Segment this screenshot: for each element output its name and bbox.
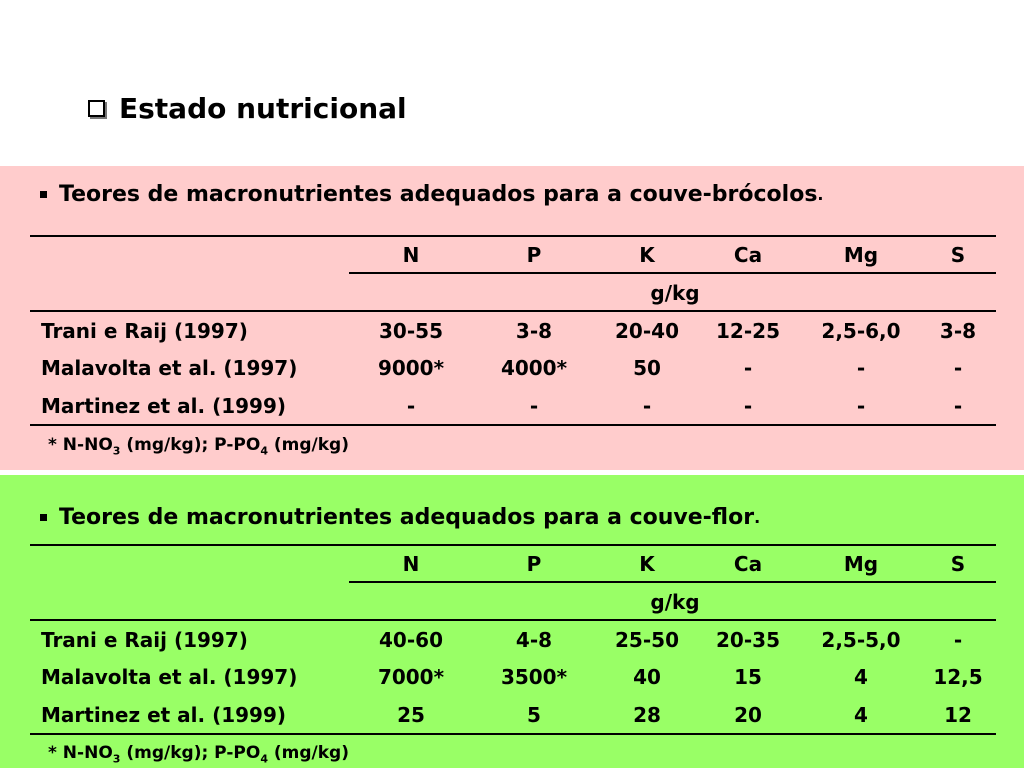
- footnote-sub: 3: [112, 752, 121, 766]
- column-header-p: P: [526, 552, 542, 576]
- table-cell: -: [743, 356, 753, 380]
- table-cell: 40: [633, 665, 661, 689]
- row-source: Trani e Raij (1997): [41, 319, 248, 343]
- square-bullet-icon: [40, 514, 47, 521]
- table-rule: [30, 733, 996, 735]
- table-cell: 28: [633, 703, 661, 727]
- table-cell: -: [953, 356, 963, 380]
- table-cell: 4: [854, 665, 868, 689]
- footnote-part: * N-NO: [48, 743, 113, 763]
- table-rule: [30, 235, 996, 237]
- table-cell: 12: [944, 703, 972, 727]
- column-header-mg: Mg: [843, 243, 879, 267]
- table-cell: 3500*: [500, 665, 568, 689]
- table-caption: [40, 505, 760, 530]
- table-cell: 25-50: [615, 628, 679, 652]
- table-cell: 20-40: [615, 319, 679, 343]
- row-source: Trani e Raij (1997): [41, 628, 248, 652]
- table-cell: 20: [734, 703, 762, 727]
- table-rule: [349, 272, 996, 274]
- unit-label: g/kg: [650, 281, 700, 305]
- footnote-part: (mg/kg); P-PO: [120, 743, 261, 763]
- column-header-ca: Ca: [733, 243, 763, 267]
- table-cell: 3-8: [939, 319, 977, 343]
- column-header-n: N: [402, 243, 420, 267]
- table-cell: -: [642, 394, 652, 418]
- slide-title: [88, 92, 407, 125]
- table-caption-text: Teores de macronutrientes adequados para a couve-brócolos: [59, 182, 818, 207]
- table-cell: 7000*: [377, 665, 445, 689]
- checkbox-bullet-icon: [88, 100, 105, 117]
- table-caption-punct: .: [754, 508, 761, 527]
- table-cell: 25: [397, 703, 425, 727]
- row-source: Malavolta et al. (1997): [41, 356, 298, 380]
- unit-label: g/kg: [650, 590, 700, 614]
- table-cell: -: [529, 394, 539, 418]
- column-header-k: K: [639, 243, 655, 267]
- table-rule: [30, 619, 996, 621]
- table-cell: 50: [633, 356, 661, 380]
- table-cell: 15: [734, 665, 762, 689]
- table-cell: 12,5: [933, 665, 983, 689]
- table-cell: 30-55: [379, 319, 443, 343]
- row-source: Martinez et al. (1999): [41, 703, 287, 727]
- table-cell: 5: [527, 703, 541, 727]
- table-caption-punct: .: [817, 185, 824, 204]
- column-header-mg: Mg: [843, 552, 879, 576]
- table-rule: [30, 424, 996, 426]
- table-cell: -: [406, 394, 416, 418]
- footnote-part: (mg/kg); P-PO: [120, 435, 261, 455]
- slide-title-text: Estado nutricional: [119, 92, 407, 125]
- table-cell: 4: [854, 703, 868, 727]
- table-cell: 4000*: [500, 356, 568, 380]
- table-cell: 2,5-6,0: [821, 319, 901, 343]
- table-cell: 40-60: [379, 628, 443, 652]
- row-source: Martinez et al. (1999): [41, 394, 287, 418]
- column-header-k: K: [639, 552, 655, 576]
- table-cell: 9000*: [377, 356, 445, 380]
- table-cell: 4-8: [515, 628, 553, 652]
- column-header-s: S: [950, 552, 966, 576]
- table-cell: -: [953, 628, 963, 652]
- table-cell: 12-25: [716, 319, 780, 343]
- table-cell: -: [953, 394, 963, 418]
- table-caption: [40, 182, 824, 207]
- column-header-ca: Ca: [733, 552, 763, 576]
- table-cell: -: [856, 356, 866, 380]
- column-header-s: S: [950, 243, 966, 267]
- table-cell: 3-8: [515, 319, 553, 343]
- table-footnote: [48, 743, 349, 765]
- footnote-sub: 3: [112, 444, 121, 458]
- table-footnote: [48, 435, 349, 457]
- table-rule: [30, 310, 996, 312]
- footnote-sub: 4: [260, 752, 268, 766]
- footnote-part: * N-NO: [48, 435, 113, 455]
- table-caption-text: Teores de macronutrientes adequados para a couve-flor: [59, 505, 755, 530]
- footnote-part: (mg/kg): [267, 743, 349, 763]
- table-rule: [30, 544, 996, 546]
- table-rule: [349, 581, 996, 583]
- column-header-p: P: [526, 243, 542, 267]
- table-cell: -: [856, 394, 866, 418]
- table-cell: 2,5-5,0: [821, 628, 901, 652]
- table-cell: 20-35: [716, 628, 780, 652]
- square-bullet-icon: [40, 191, 47, 198]
- footnote-sub: 4: [260, 444, 268, 458]
- footnote-part: (mg/kg): [267, 435, 349, 455]
- column-header-n: N: [402, 552, 420, 576]
- row-source: Malavolta et al. (1997): [41, 665, 298, 689]
- table-cell: -: [743, 394, 753, 418]
